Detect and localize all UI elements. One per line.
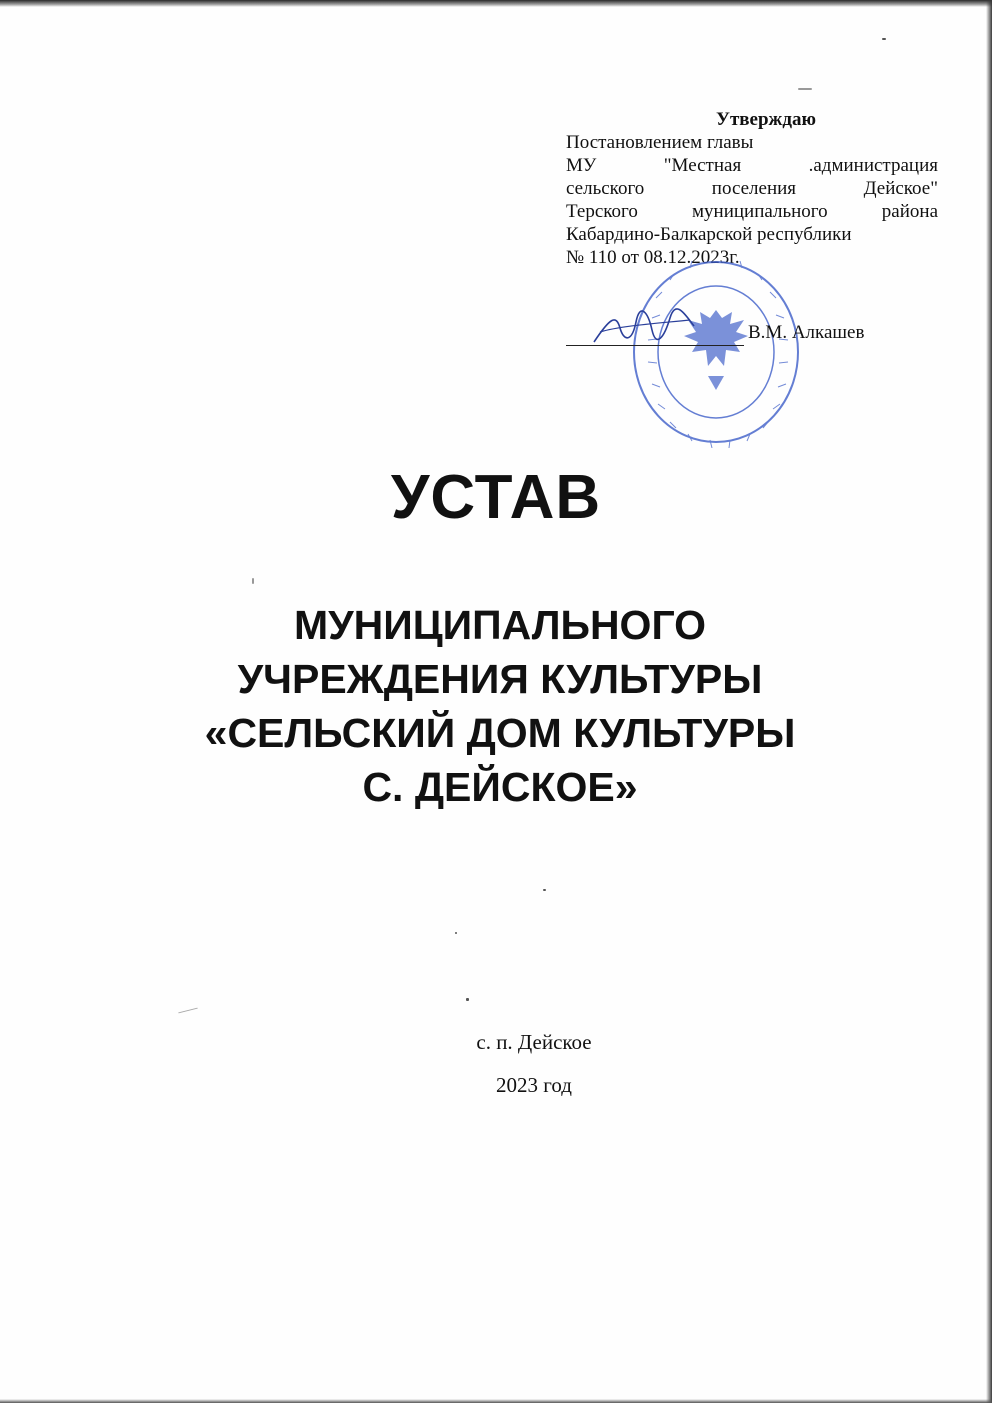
- subtitle-line: МУНИЦИПАЛЬНОГО: [293, 602, 707, 648]
- subtitle-line: УЧРЕЖДЕНИЯ КУЛЬТУРЫ: [237, 656, 763, 702]
- approval-word: .администрация: [808, 155, 938, 176]
- approval-word: "Местная: [663, 155, 742, 176]
- approval-block: [566, 108, 938, 269]
- approval-word: района: [881, 201, 938, 222]
- approval-heading: Утверждаю: [716, 109, 816, 130]
- approval-line-1: Постановлением главы: [566, 132, 754, 153]
- approval-word: МУ: [566, 155, 597, 176]
- document-title: УСТАВ: [390, 463, 602, 532]
- scan-speck: [252, 578, 254, 584]
- subtitle-line: «СЕЛЬСКИЙ ДОМ КУЛЬТУРЫ: [204, 710, 796, 756]
- scan-speck: [178, 1008, 198, 1014]
- subtitle-line: С. ДЕЙСКОЕ»: [362, 764, 638, 810]
- approval-line-6: № 110 от 08.12.2023г.: [566, 247, 740, 268]
- approval-line-5: Кабардино-Балкарской республики: [566, 224, 852, 245]
- approval-word: сельского: [566, 178, 645, 199]
- signature-row: [566, 322, 896, 352]
- scan-speck: [882, 38, 886, 40]
- scan-edge-top: [0, 0, 992, 7]
- signer-name: В.М. Алкашев: [748, 322, 865, 343]
- approval-line-3: [566, 177, 938, 200]
- document-place: с. п. Дейское: [476, 1030, 592, 1054]
- approval-word: поселения: [711, 178, 797, 199]
- approval-word: Дейское": [863, 178, 938, 199]
- approval-line-4: [566, 200, 938, 223]
- scan-edge-bottom: [0, 1399, 992, 1403]
- scan-speck: [543, 889, 546, 891]
- scan-speck: [455, 932, 457, 934]
- approval-word: муниципального: [692, 201, 828, 222]
- document-year: 2023 год: [496, 1073, 572, 1097]
- approval-line-2: [566, 154, 938, 177]
- scan-speck: [466, 998, 469, 1001]
- approval-word: Терского: [566, 201, 638, 222]
- document-subtitle: [0, 598, 992, 814]
- signature-line: [566, 345, 744, 346]
- scan-speck: [798, 88, 812, 90]
